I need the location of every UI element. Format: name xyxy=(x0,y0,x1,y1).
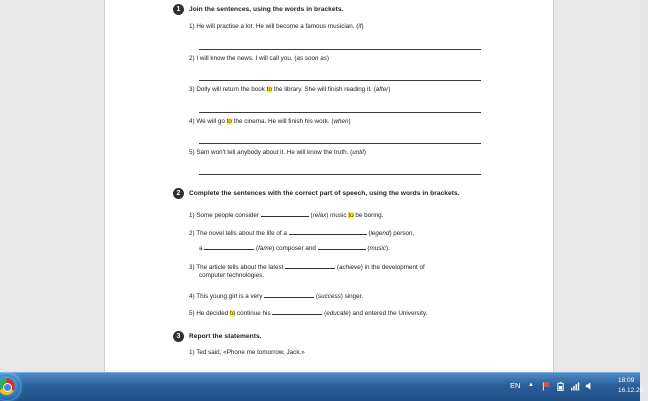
exercise-2-item-3: 3) The article tells about the latest (achieve) in the development of xyxy=(189,264,425,271)
exercise-2-item-1: 1) Some people consider (relax) music to be boring. xyxy=(189,212,384,219)
blank[interactable] xyxy=(204,243,254,250)
blank[interactable] xyxy=(318,243,366,250)
blank[interactable] xyxy=(289,228,367,235)
show-hidden-icons-icon[interactable]: ▲ xyxy=(528,382,534,388)
answer-line-2[interactable] xyxy=(199,80,481,81)
blank[interactable] xyxy=(285,262,335,269)
blank[interactable] xyxy=(272,308,322,315)
exercise-2-heading xyxy=(173,188,460,199)
clock-time: 18:09 xyxy=(618,377,635,384)
action-center-flag-icon[interactable] xyxy=(542,381,551,391)
exercise-2-item-4: 4) This young girl is a very (success) singer. xyxy=(189,293,364,300)
exercise-2-title: Complete the sentences with the correct part of speech, using the words in brackets. xyxy=(189,190,460,197)
exercise-2-item-5: 5) He decided to continue his (educate) and entered the University. xyxy=(189,310,428,317)
exercise-2-item-3-cont: computer technologies. xyxy=(199,272,265,279)
exercise-1-item-3: 3) Dolly will return the book to the library. She will finish reading it. (after) xyxy=(189,86,391,93)
exercise-1-item-4: 4) We will go to the cinema. He will finish his work. (when) xyxy=(189,118,351,125)
clock-date: 16.12.20 xyxy=(618,387,644,394)
answer-line-4[interactable] xyxy=(199,143,481,144)
answer-line-3[interactable] xyxy=(199,112,481,113)
language-indicator[interactable]: EN xyxy=(510,381,521,390)
exercise-1-item-1: 1) He will practise a lot. He will become a famous musician. (if) xyxy=(189,23,364,30)
exercise-1-item-5: 5) Sam won't tell anybody about it. He will know the truth. (until) xyxy=(189,149,366,156)
signal-icon[interactable] xyxy=(571,381,580,391)
blank[interactable] xyxy=(261,210,309,217)
document-page xyxy=(104,0,554,372)
exercise-3-item-1: 1) Ted said, «Phone me tomorrow, Jack.» xyxy=(189,349,305,356)
exercise-3-heading xyxy=(173,331,262,342)
answer-line-5[interactable] xyxy=(199,174,481,175)
exercise-3-title: Report the statements. xyxy=(189,333,262,340)
exercise-1-heading xyxy=(173,4,343,15)
exercise-3-number: 3 xyxy=(173,331,184,342)
exercise-1-number: 1 xyxy=(173,4,184,15)
clock[interactable] xyxy=(618,376,648,396)
blank[interactable] xyxy=(264,291,314,298)
exercise-2-number: 2 xyxy=(173,188,184,199)
exercise-1-item-2: 2) I will know the news. I will call you. (as soon as) xyxy=(189,55,330,62)
taskbar xyxy=(0,372,644,401)
answer-line-1[interactable] xyxy=(199,49,481,50)
exercise-1-title: Join the sentences, using the words in brackets. xyxy=(189,6,344,13)
battery-icon[interactable] xyxy=(556,381,565,391)
exercise-2-item-2-cont: a (fame) composer and (music). xyxy=(199,245,390,252)
volume-icon[interactable] xyxy=(585,381,594,391)
exercise-2-item-2: 2) The novel tells about the life of a (legend) person, xyxy=(189,230,415,237)
